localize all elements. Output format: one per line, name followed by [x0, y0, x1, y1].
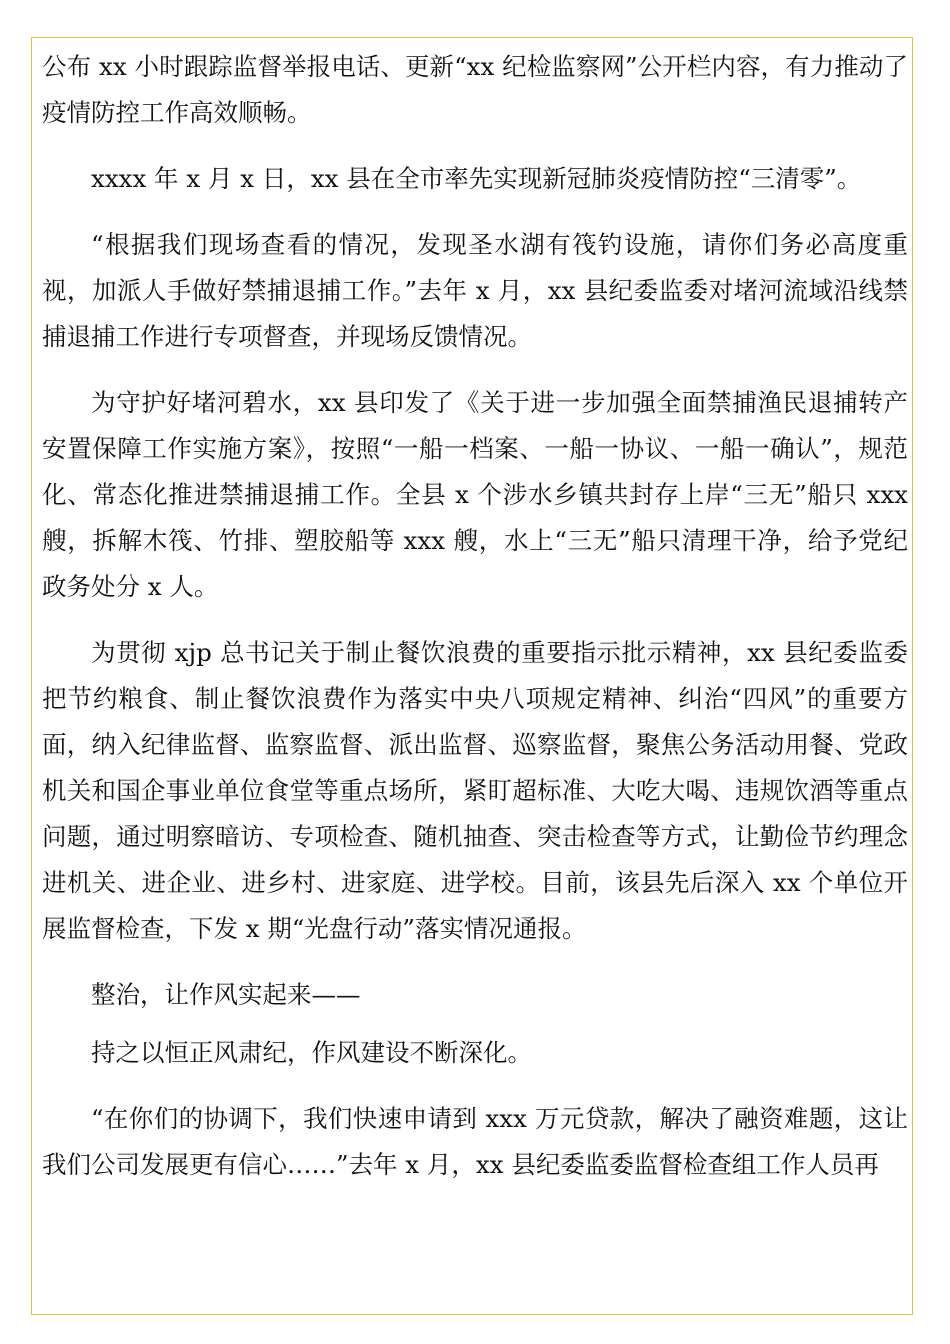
paragraph-8: “在你们的协调下，我们快速申请到 xxx 万元贷款，解决了融资难题，这让我们公司发展更有信心……”去年 x 月，xx 县纪委监委监督检查组工作人员再: [42, 1104, 908, 1179]
paragraph-4: 为守护好堵河碧水，xx 县印发了《关于进一步加强全面禁捕渔民退捕转产安置保障工作实施方案》，按照“一船一档案、一船一协议、一船一确认”，规范化、常态化推进禁捕退捕工作。全县 x 个涉水乡镇共封存上岸“三无”船只 xxx 艘，拆解木筏、竹排、塑胶船等 xxx 艘，水上“三无”船只清理干净，给予党纪政务处分 x 人。: [42, 388, 908, 601]
paragraph-5: 为贯彻 xjp 总书记关于制止餐饮浪费的重要指示批示精神，xx 县纪委监委把节约粮食、制止餐饮浪费作为落实中央八项规定精神、纠治“四风”的重要方面，纳入纪律监督、监察监督、派出监督、巡察监督，聚焦公务活动用餐、党政机关和国企事业单位食堂等重点场所，紧盯超标准、大吃大喝、违规饮酒等重点问题，通过明察暗访、专项检查、随机抽查、突击检查等方式，让勤俭节约理念进机关、进企业、进乡村、进家庭、进学校。目前，该县先后深入 xx 个单位开展监督检查，下发 x 期“光盘行动”落实情况通报。: [42, 638, 908, 943]
paragraph-2: xxxx 年 x 月 x 日，xx 县在全市率先实现新冠肺炎疫情防控“三清零”。: [91, 164, 862, 193]
document-body: [42, 44, 908, 1208]
paragraph-3: “根据我们现场查看的情况，发现圣水湖有筏钓设施，请你们务必高度重视，加派人手做好禁捕退捕工作。”去年 x 月，xx 县纪委监委对堵河流域沿线禁捕退捕工作进行专项督查，并现场反馈情况。: [42, 230, 908, 351]
paragraph-1: 公布 xx 小时跟踪监督举报电话、更新“xx 纪检监察网”公开栏内容，有力推动了疫情防控工作高效顺畅。: [42, 52, 908, 127]
paragraph-7: 持之以恒正风肃纪，作风建设不断深化。: [91, 1038, 532, 1067]
section-heading: 整治，让作风实起来——: [91, 980, 361, 1009]
